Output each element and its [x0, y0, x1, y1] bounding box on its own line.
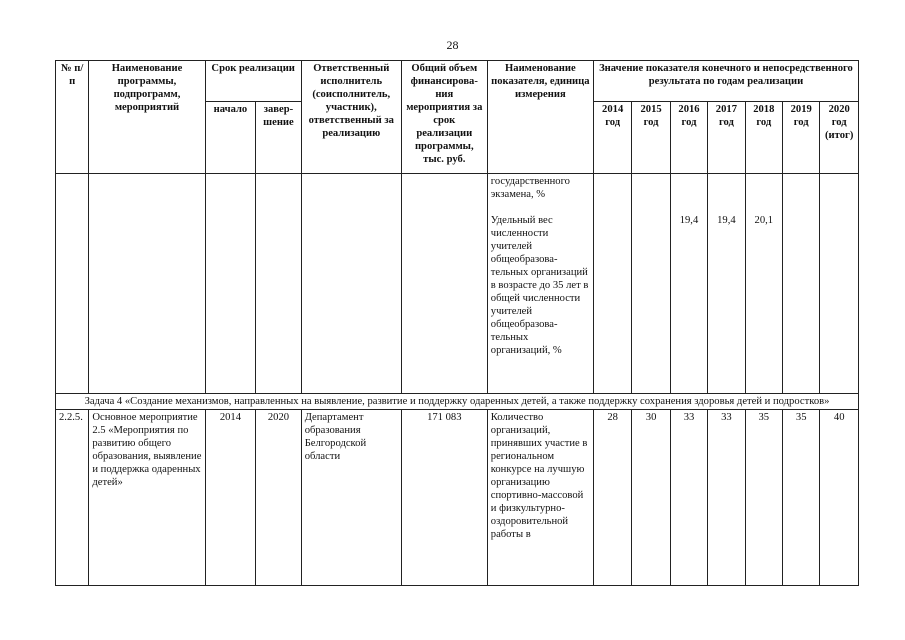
finance-total: 171 083: [401, 410, 487, 586]
value-cell: [820, 174, 859, 394]
cell-empty: [89, 174, 205, 394]
program-table: [55, 60, 859, 586]
header-num: № п/п: [56, 61, 89, 174]
cell-empty: [256, 174, 302, 394]
value-cell: 35: [783, 410, 820, 586]
value-cell: [632, 174, 670, 394]
cell-empty: [301, 174, 401, 394]
header-year: 2015 год: [632, 102, 670, 174]
measure-name: Основное мероприятие 2.5 «Мероприятия по развитию общего образования, выявление и поддержка одаренных детей»: [89, 410, 205, 586]
row-number: 2.2.5.: [56, 410, 89, 586]
header-term: Срок реализации: [205, 61, 301, 102]
value-cell: [593, 174, 631, 394]
header-year: 2014 год: [593, 102, 631, 174]
header-values: Значение показателя конечного и непосредственного результата по годам реализации: [593, 61, 858, 102]
header-year: 2019 год: [783, 102, 820, 174]
value-cell: 33: [670, 410, 707, 586]
table-row: [56, 410, 859, 586]
task-row: [56, 394, 859, 410]
indicator-cell: Количество организаций, принявших участие в региональном конкурсе на лучшую организацию спортивно-массовой и физкультурно-оздоровительной работы в: [487, 410, 593, 586]
header-year: 2016 год: [670, 102, 707, 174]
header-name: Наименование программы, подпрограмм, мероприятий: [89, 61, 205, 174]
header-row: [56, 61, 859, 102]
value-cell: 30: [632, 410, 670, 586]
header-start: начало: [205, 102, 256, 174]
cell-empty: [205, 174, 256, 394]
header-year: 2020 год (итог): [820, 102, 859, 174]
value-cell: 35: [745, 410, 782, 586]
task-heading: Задача 4 «Создание механизмов, направленных на выявление, развитие и поддержку одаренных детей, а также поддержку сохранения здоровья детей и подростков»: [56, 394, 859, 410]
header-executor: Ответственный исполнитель (соисполнитель, участник), ответственный за реализацию: [301, 61, 401, 174]
value-cell: 19,4: [670, 174, 707, 394]
header-finance: Общий объем финансирова-ния мероприятия за срок реализации программы, тыс. руб.: [401, 61, 487, 174]
header-year: 2018 год: [745, 102, 782, 174]
indicator-text: Удельный вес численности учителей общеобразова-тельных организаций в возрасте до 35 лет в общей численности учителей общеобразова-тельных организаций, %: [490, 215, 589, 356]
header-end: завер-шение: [256, 102, 302, 174]
value-cell: 20,1: [745, 174, 782, 394]
cell-empty: [56, 174, 89, 394]
value-cell: [783, 174, 820, 394]
value-cell: 28: [593, 410, 631, 586]
value-cell: 19,4: [708, 174, 745, 394]
value-cell: 33: [708, 410, 745, 586]
page-number: 28: [446, 38, 459, 52]
end-year: 2020: [256, 410, 302, 586]
header-indicator: Наименование показателя, единица измерения: [487, 61, 593, 174]
table-row: [56, 174, 859, 394]
indicator-cell: [487, 174, 593, 394]
value-cell: 40: [820, 410, 859, 586]
start-year: 2014: [205, 410, 256, 586]
header-year: 2017 год: [708, 102, 745, 174]
cell-empty: [401, 174, 487, 394]
executor: Департамент образования Белгородской области: [301, 410, 401, 586]
indicator-text: государственного экзамена, %: [490, 176, 570, 200]
